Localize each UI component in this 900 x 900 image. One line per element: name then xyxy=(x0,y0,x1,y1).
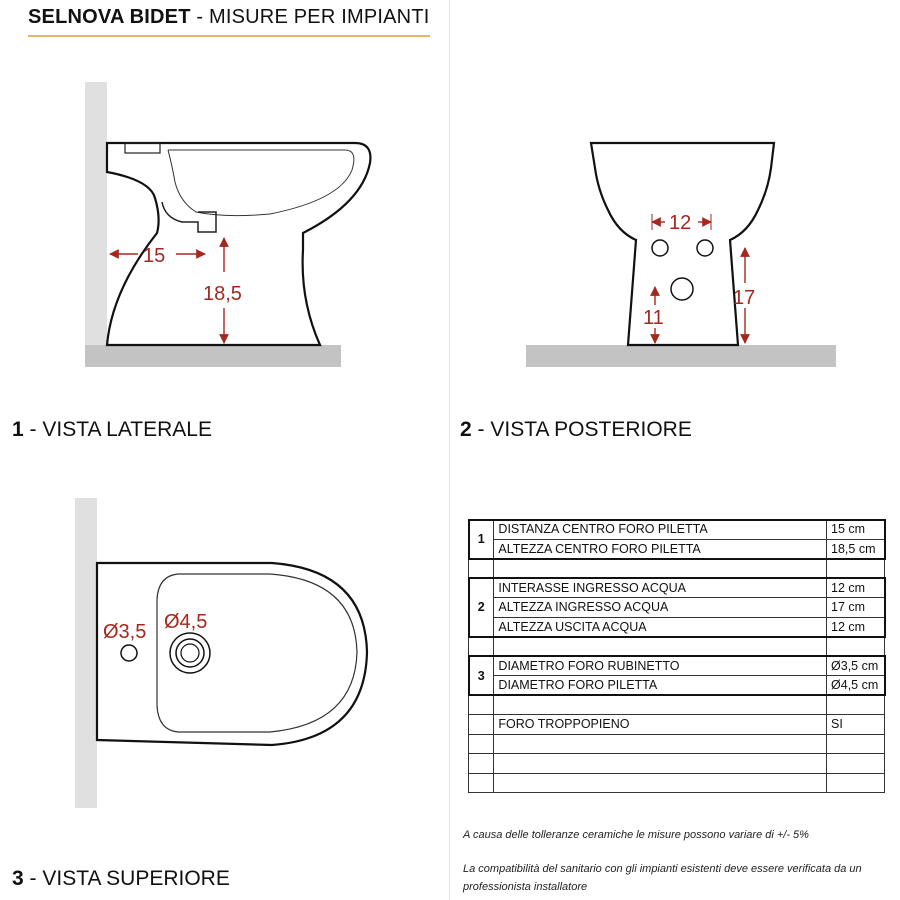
table-cell-value: 17 cm xyxy=(827,598,885,618)
side-view-wall xyxy=(85,82,107,347)
table-cell-label: ALTEZZA INGRESSO ACQUA xyxy=(494,598,827,618)
caption-top-view xyxy=(12,867,230,891)
table-cell-value: SI xyxy=(827,715,885,735)
spacer-cell xyxy=(469,637,494,657)
side-view-tap-block xyxy=(125,143,160,153)
table-spacer-row xyxy=(469,559,885,579)
table-cell-value xyxy=(827,695,885,715)
rear-view-water-inlet-left xyxy=(652,240,668,256)
rear-view-water-inlet-right xyxy=(697,240,713,256)
side-view-drawing xyxy=(85,82,370,367)
spacer-cell xyxy=(827,637,885,657)
caption-rear-view-number: 2 xyxy=(460,418,472,441)
dim-rear-17: 17 xyxy=(733,287,756,309)
table-row xyxy=(469,715,885,735)
dim-rear-12: 12 xyxy=(669,212,692,234)
compatibility-note: La compatibilità del sanitario con gli impianti esistenti deve essere verificata da un professionista installatore xyxy=(463,863,862,893)
table-row xyxy=(469,520,885,540)
table-cell-value: 12 cm xyxy=(827,617,885,637)
top-view-drawing xyxy=(75,498,367,808)
table-cell-label: ALTEZZA USCITA ACQUA xyxy=(494,617,827,637)
caption-side-view-label: - VISTA LATERALE xyxy=(23,418,212,441)
caption-top-view-number: 3 xyxy=(12,867,24,890)
table-cell-label: DIAMETRO FORO RUBINETTO xyxy=(494,656,827,676)
table-row xyxy=(469,695,885,715)
dim-rear-11: 11 xyxy=(643,307,664,329)
table-cell-empty xyxy=(469,734,494,754)
table-cell-value: 12 cm xyxy=(827,578,885,598)
table-row xyxy=(469,578,885,598)
caption-rear-view-label: - VISTA POSTERIORE xyxy=(471,418,692,441)
table-cell-label xyxy=(494,734,827,754)
table-group-3 xyxy=(469,656,885,695)
spacer-cell xyxy=(494,637,827,657)
table-cell-label xyxy=(494,773,827,793)
page-title-subtitle: - MISURE PER IMPIANTI xyxy=(190,6,430,28)
dim-side-15: 15 xyxy=(143,245,166,267)
table-group-1 xyxy=(469,520,885,559)
top-view-bowl-inner xyxy=(157,574,357,732)
dim-top-diam-3-5: Ø3,5 xyxy=(103,621,147,643)
table-row xyxy=(469,676,885,696)
caption-rear-view xyxy=(460,418,692,442)
table-cell-empty xyxy=(469,773,494,793)
table-cell-label xyxy=(494,695,827,715)
table-group-number: 2 xyxy=(469,578,494,637)
table-cell-empty xyxy=(469,754,494,774)
table-row xyxy=(469,734,885,754)
rear-view-drain-outlet xyxy=(671,278,693,300)
table-cell-label: INTERASSE INGRESSO ACQUA xyxy=(494,578,827,598)
table-cell-value: 15 cm xyxy=(827,520,885,540)
table-cell-label: DISTANZA CENTRO FORO PILETTA xyxy=(494,520,827,540)
top-view-wall xyxy=(75,498,97,808)
table-cell-value xyxy=(827,773,885,793)
table-row xyxy=(469,754,885,774)
table-cell-value: Ø4,5 cm xyxy=(827,676,885,696)
table-cell-value xyxy=(827,754,885,774)
table-cell-empty xyxy=(469,695,494,715)
table-cell-label: ALTEZZA CENTRO FORO PILETTA xyxy=(494,539,827,559)
dim-top-diam-4-5: Ø4,5 xyxy=(164,611,208,633)
table-row xyxy=(469,617,885,637)
table-row xyxy=(469,773,885,793)
side-view-floor xyxy=(85,345,341,367)
caption-side-view xyxy=(12,418,212,442)
table-cell-value: Ø3,5 cm xyxy=(827,656,885,676)
table-cell-value xyxy=(827,734,885,754)
caption-side-view-number: 1 xyxy=(12,418,24,441)
side-view-bidet-body xyxy=(107,143,370,345)
top-view-tap-hole xyxy=(121,645,137,661)
spacer-cell xyxy=(827,559,885,579)
page-title-product: SELNOVA BIDET xyxy=(28,6,191,28)
table-cell-label: DIAMETRO FORO PILETTA xyxy=(494,676,827,696)
table-cell-value: 18,5 cm xyxy=(827,539,885,559)
table-row xyxy=(469,539,885,559)
table-group-2 xyxy=(469,578,885,637)
table-group-number: 3 xyxy=(469,656,494,695)
table-cell-label xyxy=(494,754,827,774)
side-view-bowl-inner xyxy=(168,150,354,216)
dim-side-18-5: 18,5 xyxy=(203,283,242,305)
table-row xyxy=(469,598,885,618)
rear-view-drawing xyxy=(526,143,836,367)
rear-view-bidet-body xyxy=(591,143,774,345)
table-spacer-row xyxy=(469,637,885,657)
table-group-number: 1 xyxy=(469,520,494,559)
spacer-cell xyxy=(494,559,827,579)
spacer-cell xyxy=(469,559,494,579)
top-view-drain-inner xyxy=(181,644,199,662)
top-view-drain-mid xyxy=(176,639,204,667)
rear-view-floor xyxy=(526,345,836,367)
table-cell-label: FORO TROPPOPIENO xyxy=(494,715,827,735)
measurements-table xyxy=(468,519,885,793)
caption-top-view-label: - VISTA SUPERIORE xyxy=(23,867,230,890)
tolerance-note: A causa delle tolleranze ceramiche le misure possono variare di +/- 5% xyxy=(463,829,809,841)
table-cell-empty xyxy=(469,715,494,735)
table-row xyxy=(469,656,885,676)
